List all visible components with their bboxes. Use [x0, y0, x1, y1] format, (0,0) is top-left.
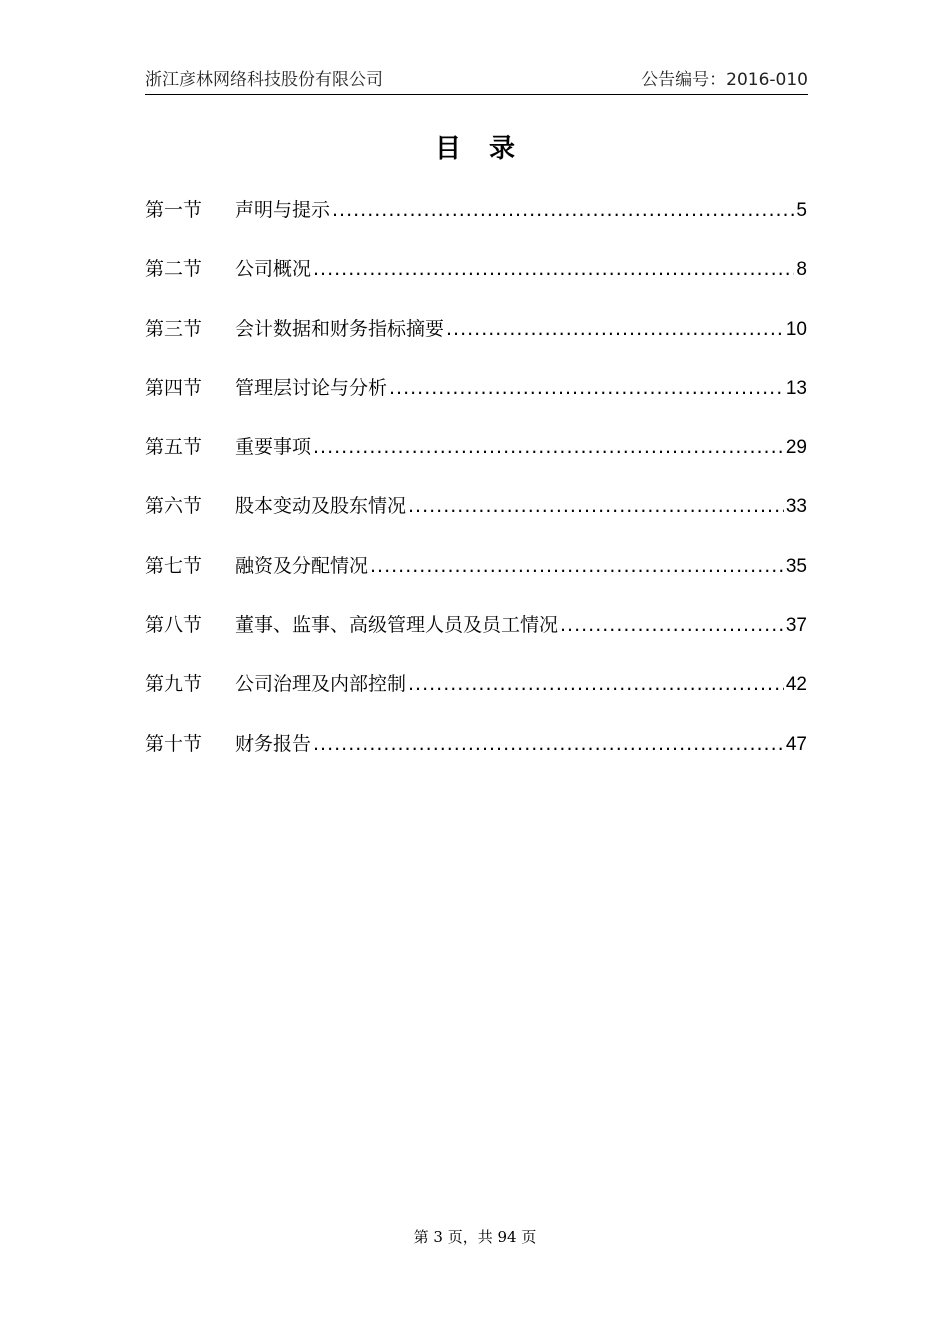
toc-section-title: 财务报告 [235, 732, 312, 755]
toc-section-number: 第三节 [145, 317, 203, 340]
toc-page-number: 13 [785, 377, 807, 399]
page-footer: 第 3 页，共 94 页 [413, 1228, 537, 1246]
toc-entry[interactable] [145, 667, 807, 726]
toc-section-number: 第九节 [145, 673, 203, 696]
toc-entry[interactable] [145, 608, 807, 667]
toc-section-title: 会计数据和财务指标摘要 [235, 317, 445, 340]
toc-page-number: 10 [785, 318, 807, 340]
toc-leader-dots [408, 489, 784, 523]
toc-page-number: 37 [785, 615, 807, 637]
toc-page-number: 29 [785, 437, 807, 459]
toc-page-number: 35 [785, 555, 807, 577]
toc-section-number: 第五节 [145, 436, 203, 459]
toc-leader-dots [313, 430, 784, 464]
toc-leader-dots [313, 727, 784, 761]
toc-leader-dots [446, 312, 784, 346]
toc-section-number: 第八节 [145, 614, 203, 637]
toc-section-number: 第一节 [145, 199, 203, 221]
toc-leader-dots [389, 371, 784, 405]
toc-section-title: 融资及分配情况 [235, 554, 369, 577]
toc-leader-dots [332, 193, 794, 227]
toc-leader-dots [313, 252, 794, 286]
page-title: 目录 [434, 134, 543, 164]
toc-section-number: 第七节 [145, 554, 203, 577]
toc-section-title: 股本变动及股东情况 [235, 495, 407, 518]
toc-section-title: 公司治理及内部控制 [235, 673, 407, 696]
toc-page-number: 5 [796, 200, 807, 221]
toc-section-number: 第二节 [145, 258, 203, 281]
toc-section-title: 公司概况 [235, 258, 312, 281]
toc-entry[interactable] [145, 252, 807, 311]
toc-entry[interactable] [145, 549, 807, 608]
toc-page-number: 42 [785, 674, 807, 696]
toc-entry[interactable] [145, 430, 807, 489]
toc-page-number: 8 [796, 259, 807, 281]
toc-leader-dots [370, 549, 784, 583]
toc-leader-dots [408, 667, 784, 701]
table-of-contents [145, 193, 807, 786]
toc-section-title: 重要事项 [235, 436, 312, 459]
toc-section-number: 第四节 [145, 376, 203, 399]
toc-entry[interactable] [145, 371, 807, 430]
toc-entry[interactable] [145, 489, 807, 548]
toc-entry[interactable] [145, 727, 807, 786]
toc-page-number: 33 [785, 496, 807, 518]
page-header [145, 66, 808, 95]
toc-section-title: 董事、监事、高级管理人员及员工情况 [235, 614, 559, 637]
toc-section-number: 第六节 [145, 495, 203, 518]
toc-entry[interactable] [145, 193, 807, 252]
toc-entry[interactable] [145, 312, 807, 371]
toc-section-title: 管理层讨论与分析 [235, 376, 388, 399]
toc-leader-dots [560, 608, 784, 642]
notice-number: 公告编号：2016-010 [641, 70, 808, 90]
toc-section-number: 第十节 [145, 732, 203, 755]
company-name: 浙江彦林网络科技股份有限公司 [145, 70, 383, 90]
toc-page-number: 47 [785, 733, 807, 755]
toc-section-title: 声明与提示 [235, 199, 331, 221]
